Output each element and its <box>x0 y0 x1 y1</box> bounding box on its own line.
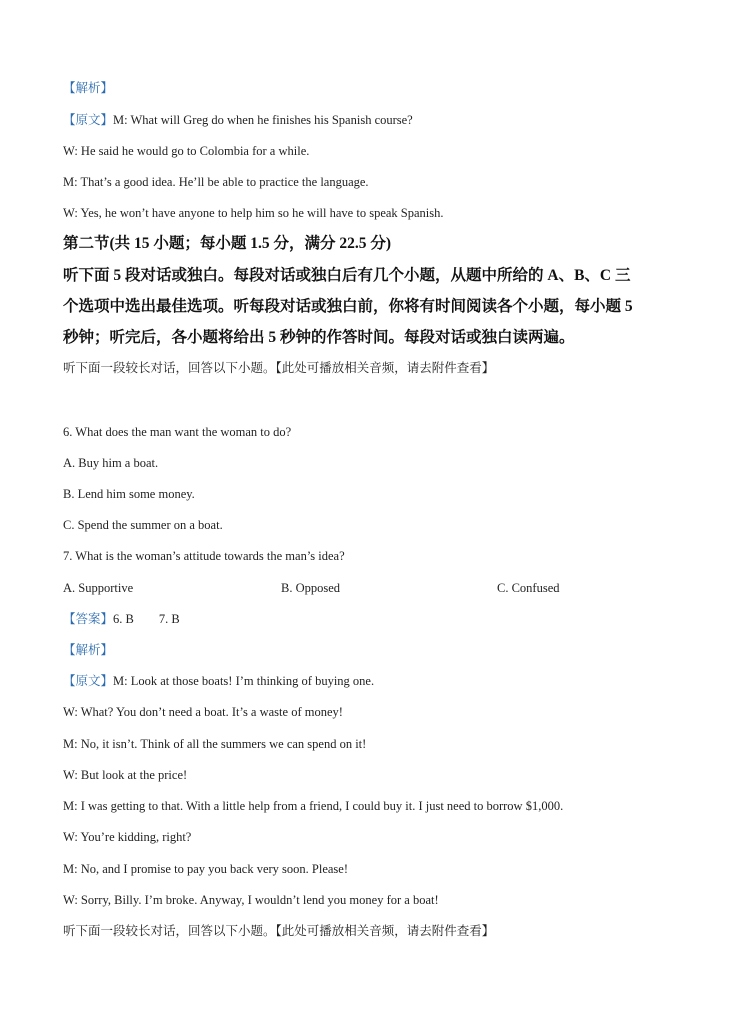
dialogue-line: M: No, and I promise to pay you back very soon. Please! <box>63 862 349 876</box>
answer-text: 6. B 7. B <box>113 612 180 626</box>
dialogue-line: M: No, it isn’t. Think of all the summers we can spend on it! <box>63 737 367 751</box>
dialogue-line: W: What? You don’t need a boat. It’s a waste of money! <box>63 705 343 719</box>
dialogue-line: W: Sorry, Billy. I’m broke. Anyway, I wouldn’t lend you money for a boat! <box>63 893 439 907</box>
analysis-tag: 【解析】 <box>63 81 114 95</box>
original-text-line <box>63 673 374 689</box>
dialogue-line: W: But look at the price! <box>63 768 188 782</box>
dialogue-line: W: Yes, he won’t have anyone to help him so he will have to speak Spanish. <box>63 206 444 220</box>
option-b: B. Lend him some money. <box>63 487 195 501</box>
analysis-tag: 【解析】 <box>63 643 114 657</box>
option-c: C. Spend the summer on a boat. <box>63 518 223 532</box>
option-a: A. Buy him a boat. <box>63 456 159 470</box>
listen-note: 听下面一段较长对话，回答以下小题。【此处可播放相关音频，请去附件查看】 <box>63 361 495 375</box>
option-a: A. Supportive <box>63 581 134 595</box>
instruction-line: 个选项中选出最佳选项。听每段对话或独白前，你将有时间阅读各个小题，每小题 5 <box>63 298 633 315</box>
answer-line <box>63 611 180 627</box>
question-6: 6. What does the man want the woman to do? <box>63 425 292 439</box>
dialogue-line: W: You’re kidding, right? <box>63 830 192 844</box>
instruction-line: 秒钟；听完后，各小题将给出 5 秒钟的作答时间。每段对话或独白读两遍。 <box>63 329 575 346</box>
original-tag: 【原文】 <box>63 113 114 127</box>
original-tag: 【原文】 <box>63 674 114 688</box>
dialogue-line: W: He said he would go to Colombia for a while. <box>63 144 310 158</box>
question-7: 7. What is the woman’s attitude towards the man’s idea? <box>63 549 345 563</box>
section-heading: 第二节(共 15 小题；每小题 1.5 分，满分 22.5 分) <box>63 235 392 252</box>
listen-note: 听下面一段较长对话，回答以下小题。【此处可播放相关音频，请去附件查看】 <box>63 924 495 938</box>
option-c: C. Confused <box>497 581 560 595</box>
option-b: B. Opposed <box>281 581 341 595</box>
dialogue-line: M: I was getting to that. With a little help from a friend, I could buy it. I just need to borrow $1,000. <box>63 799 564 813</box>
dialogue-line: M: What will Greg do when he finishes his Spanish course? <box>113 113 413 127</box>
answer-tag: 【答案】 <box>63 612 114 626</box>
instruction-line: 听下面 5 段对话或独白。每段对话或独白后有几个小题，从题中所给的 A、B、C 三 <box>63 267 631 284</box>
dialogue-line: M: That’s a good idea. He’ll be able to practice the language. <box>63 175 369 189</box>
dialogue-line: M: Look at those boats! I’m thinking of buying one. <box>113 674 375 688</box>
original-text-line <box>63 112 413 128</box>
